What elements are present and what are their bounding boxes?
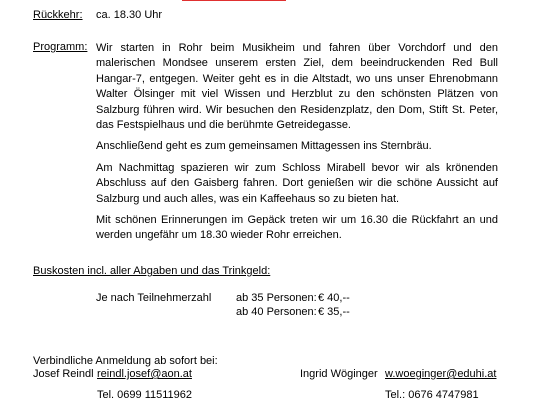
registration-note: Verbindliche Anmeldung ab sofort bei:	[33, 355, 218, 367]
cut-off-link-underline	[182, 0, 286, 1]
price-row-2-condition: ab 40 Personen:	[236, 306, 317, 318]
program-text	[96, 41, 498, 244]
contact1-name: Josef Reindl	[33, 368, 94, 380]
program-paragraph-3: Am Nachmittag spazieren wir zum Schloss Mirabell bevor wir als krönenden Abschluss auf den Gaisberg fahren. Dort genießen wir die schöne Aussicht auf Salzburg und auch alles, was ein Kaffeehaus so zu bieten hat.	[96, 161, 498, 205]
price-row-1-price: € 40,--	[318, 292, 350, 304]
return-label: Rückkehr:	[33, 9, 83, 21]
bus-costs-heading: Buskosten incl. aller Abgaben und das Trinkgeld:	[33, 265, 271, 277]
contact1-email-link[interactable]: reindl.josef@aon.at	[97, 368, 192, 380]
contact2-email-link[interactable]: w.woeginger@eduhi.at	[385, 368, 497, 380]
program-paragraph-2: Anschließend geht es zum gemeinsamen Mittagessen ins Sternbräu.	[96, 140, 432, 153]
bus-costs-intro: Je nach Teilnehmerzahl	[96, 292, 212, 304]
return-value: ca. 18.30 Uhr	[96, 9, 163, 21]
contact2-phone: Tel.: 0676 4747981	[385, 389, 479, 401]
contact2-name: Ingrid Wöginger	[300, 368, 378, 380]
top-edge	[0, 0, 537, 6]
price-row-2-price: € 35,--	[318, 306, 350, 318]
price-row-1-condition: ab 35 Personen:	[236, 292, 317, 304]
contact1-phone: Tel. 0699 11511962	[97, 389, 193, 401]
program-paragraph-4: Mit schönen Erinnerungen im Gepäck treten wir um 16.30 die Rückfahrt an und werden ungefähr um 18.30 wieder Rohr erreichen.	[96, 214, 498, 242]
program-label: Programm:	[33, 41, 88, 53]
program-paragraph-1: Wir starten in Rohr beim Musikheim und fahren über Vorchdorf und den malerischen Mondsee unserem ersten Ziel, dem beeindruckenden Red Bull Hangar-7, entgegen. Weiter geht es in die Altstadt, wo uns unser Ehrenobmann Walter Ölsinger mit viel Wissen und Herzblut zu den schönsten Plätzen von Salzburg führen wird. Wir besuchen den Residenzplatz, den Dom, Stift St. Peter, das Festspielhaus und die berühmte Getreidegasse.	[96, 42, 498, 132]
